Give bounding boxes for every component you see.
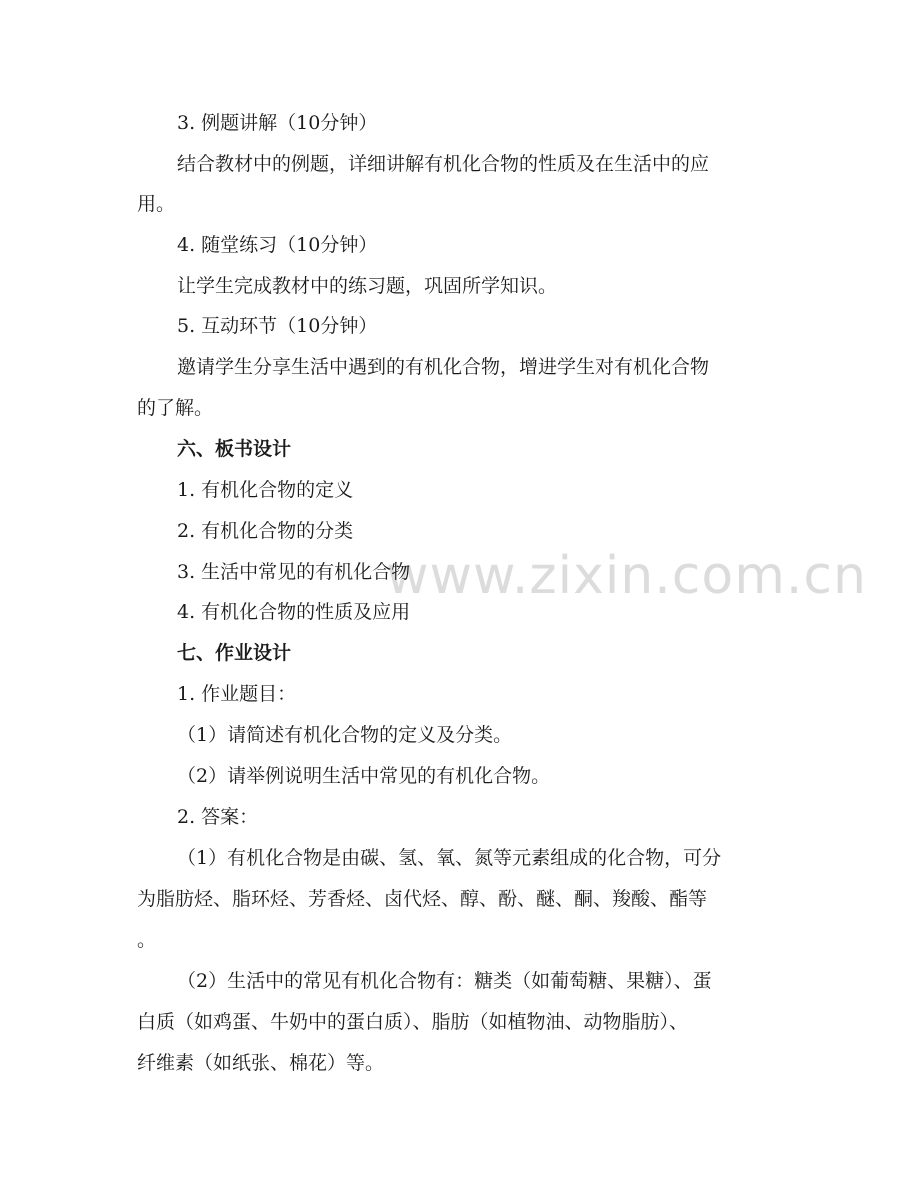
paragraph-line: 的了解。 <box>137 397 214 419</box>
section-heading-homework-design: 七、作业设计 <box>177 642 292 664</box>
list-item: 1. 有机化合物的定义 <box>177 479 354 501</box>
list-item: 3. 生活中常见的有机化合物 <box>177 561 411 583</box>
answer-line: 。 <box>137 929 157 951</box>
list-item: 2. 答案： <box>177 806 259 828</box>
list-item: 4. 有机化合物的性质及应用 <box>177 601 411 623</box>
section-heading-blackboard-design: 六、板书设计 <box>177 438 292 460</box>
paragraph-line: 邀请学生分享生活中遇到的有机化合物，增进学生对有机化合物 <box>177 356 710 378</box>
paragraph-line: 让学生完成教材中的练习题，巩固所学知识。 <box>177 275 558 297</box>
question-item: （1）请简述有机化合物的定义及分类。 <box>177 724 513 746</box>
item-5-interaction: 5. 互动环节（10分钟） <box>177 315 378 337</box>
answer-line: 白质（如鸡蛋、牛奶中的蛋白质）、脂肪（如植物油、动物脂肪）、 <box>137 1011 689 1033</box>
list-item: 2. 有机化合物的分类 <box>177 520 354 542</box>
answer-line: （2）生活中的常见有机化合物有：糖类（如葡萄糖、果糖）、蛋 <box>177 970 712 992</box>
watermark: www.zixin.com.cn <box>386 546 867 606</box>
paragraph-line: 用。 <box>137 193 176 215</box>
item-4-practice: 4. 随堂练习（10分钟） <box>177 234 378 256</box>
item-3-example-explanation: 3. 例题讲解（10分钟） <box>177 112 378 134</box>
answer-line: 纤维素（如纸张、棉花）等。 <box>137 1052 385 1074</box>
answer-line: 为脂肪烃、脂环烃、芳香烃、卤代烃、醇、酚、醚、酮、羧酸、酯等 <box>137 888 708 910</box>
answer-line: （1）有机化合物是由碳、氢、氧、氮等元素组成的化合物，可分 <box>177 847 722 869</box>
paragraph-line: 结合教材中的例题，详细讲解有机化合物的性质及在生活中的应 <box>177 153 710 175</box>
list-item: 1. 作业题目： <box>177 683 297 705</box>
question-item: （2）请举例说明生活中常见的有机化合物。 <box>177 765 551 787</box>
